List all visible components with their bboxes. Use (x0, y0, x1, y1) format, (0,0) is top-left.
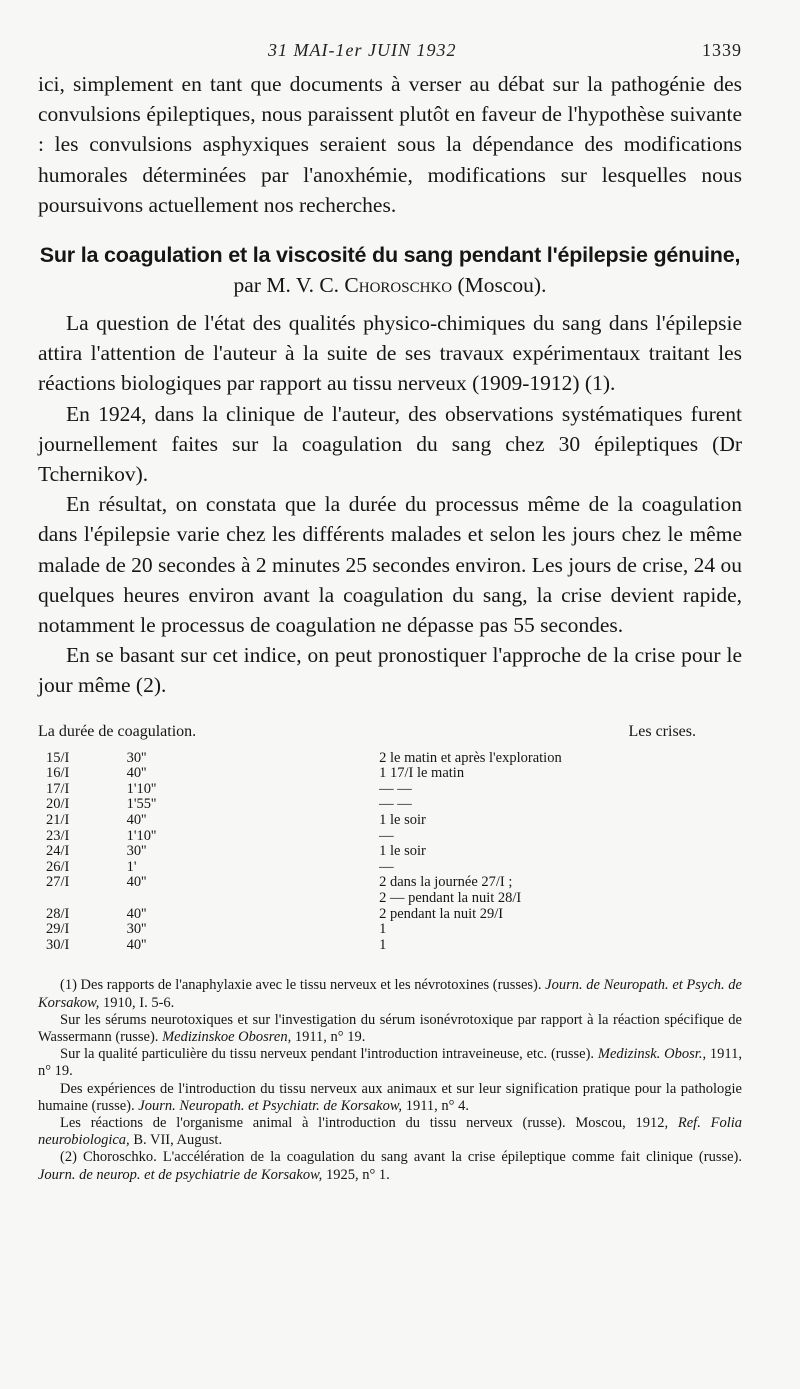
footnote-text: 1911, n° 4. (405, 1097, 469, 1114)
footnote-text: (2) Choroschko. L'accélération de la coagulation du sang avant la crise épileptique comme fait clinique (russe). (60, 1149, 742, 1166)
row-time: 40'' (126, 812, 147, 829)
row-time: 1' (126, 858, 137, 875)
row-crise: 1 17/I le matin (379, 765, 465, 782)
row-crise: 1 (379, 936, 387, 953)
row-date: 28/I (46, 905, 70, 922)
row-time: 40'' (126, 874, 147, 891)
table-row (38, 891, 742, 907)
footnote-1 (38, 977, 742, 1011)
row-time: 40'' (126, 905, 147, 922)
footnote-text: Des expériences de l'introduction du tissu nerveux aux animaux et sur leur signification pratique pour la pathologie humaine (russe). (38, 1080, 742, 1114)
row-time: 30'' (126, 921, 147, 938)
row-crise: 2 dans la journée 27/I ; (379, 874, 513, 891)
body-paragraph: En se basant sur cet indice, on peut pronostiquer l'approche de la crise pour le jour même (2). (38, 643, 742, 698)
footnote-text: 1911, n° 19. (38, 1046, 743, 1080)
table-header-left: La durée de coagulation. (38, 722, 197, 740)
row-time: 1'10'' (126, 780, 157, 797)
row-date (38, 891, 127, 907)
footnote-1-cont (38, 1081, 742, 1115)
row-crise: 1 (379, 921, 387, 938)
row-crise: — (379, 858, 394, 875)
footnote-1-cont (38, 1012, 742, 1046)
table-row (38, 875, 742, 891)
footnote-text: Les réactions de l'organisme animal à l'introduction du tissu nerveux (russe). Moscou, 1912, (60, 1115, 669, 1131)
body-paragraph: La question de l'état des qualités physico-chimiques du sang dans l'épilepsie attira l'attention de l'auteur à la suite de ses travaux expérimentaux traitant les réactions biologiques par rapport au tissu nerveux (1909-1912) (1). (38, 311, 742, 396)
page-number: 1339 (702, 40, 742, 60)
footnote-text: B. VII, August. (133, 1132, 223, 1149)
footnote-text: 1910, I. 5-6. (103, 994, 175, 1011)
row-time: 40'' (126, 765, 147, 782)
row-time: 1'55'' (126, 796, 157, 813)
table-header-right: Les crises. (628, 722, 696, 740)
table-row (38, 797, 742, 813)
article-title-par: par M. V. C. (233, 273, 340, 298)
footnote-text: Sur la qualité particulière du tissu nerveux pendant l'introduction intraveineuse, etc. (russe). (60, 1046, 595, 1063)
article-title-bold: Sur la coagulation et la viscosité du sang pendant l'épilepsie génuine, (39, 243, 741, 268)
header-date: 31 MAI-1er JUIN 1932 (268, 40, 457, 60)
row-date: 29/I (46, 921, 70, 938)
row-date: 17/I (46, 780, 70, 797)
footnote-journal: Journ. Neuropath. et Psychiatr. de Korsakow, (138, 1097, 403, 1114)
table-row (38, 844, 742, 860)
row-time (127, 891, 380, 907)
table-row (38, 813, 742, 829)
table-row (38, 860, 742, 876)
running-header (268, 40, 742, 61)
footnote-journal: Journ. de Neuropath. et Psych. de Korsakow, (38, 977, 742, 1011)
table-row (38, 907, 742, 923)
footnotes (38, 977, 742, 1183)
table-row (38, 922, 742, 938)
row-crise: 2 pendant la nuit 29/I (379, 905, 504, 922)
row-crise: 2 le matin et après l'exploration (379, 749, 562, 766)
article-author: Choroschko (344, 273, 453, 298)
row-date: 24/I (46, 843, 70, 860)
row-date: 16/I (46, 765, 70, 782)
row-date: 27/I (46, 874, 70, 891)
row-date: 30/I (46, 936, 70, 953)
body-paragraph: En 1924, dans la clinique de l'auteur, des observations systématiques furent journellement faites sur la coagulation du sang chez 30 épileptiques (Dr Tchernikov). (38, 401, 742, 487)
row-date: 23/I (46, 827, 70, 844)
table-row (38, 751, 742, 767)
body-paragraph: En résultat, on constata que la durée du processus même de la coagulation dans l'épilepsie varie chez les différents malades et selon les jours chez le même malade de 20 secondes à 2 minutes 25 secondes environ. Les jours de crise, 24 ou quelques heures environ avant la coagulation du sang, la crise devient rapide, notamment le processus de coagulation ne dépasse pas 55 secondes. (38, 492, 742, 638)
table-row (38, 938, 742, 954)
row-crise: 1 le soir (379, 843, 426, 860)
footnote-text: 1925, n° 1. (325, 1166, 390, 1183)
row-time: 30'' (126, 749, 147, 766)
footnote-text: 1911, n° 19. (294, 1028, 366, 1045)
row-time: 1'10'' (126, 827, 157, 844)
footnote-1-cont (38, 1115, 742, 1149)
coagulation-table (38, 751, 742, 954)
row-crise: — — (379, 796, 412, 813)
article-location: (Moscou). (457, 273, 547, 298)
row-date: 20/I (46, 796, 70, 813)
article-title (38, 240, 742, 300)
row-crise: — — (379, 780, 412, 797)
footnote-journal: Journ. de neurop. et de psychiatrie de Korsakow, (38, 1166, 323, 1183)
footnote-text: (1) Des rapports de l'anaphylaxie avec le tissu nerveux et les névrotoxines (russes). (60, 977, 542, 994)
row-date: 21/I (46, 812, 70, 829)
table-header (38, 723, 742, 741)
footnote-journal: Ref. Folia neurobiologica, (38, 1115, 742, 1149)
intro-paragraph: ici, simplement en tant que documents à verser au débat sur la pathogénie des convulsions épileptiques, nous paraissent plutôt en faveur de l'hypothèse suivante : les convulsions asphyxiques seraient sous la dépendance des modifications humorales déterminées par l'anoxhémie, modifications sur lesquelles nous poursuivons actuellement nos recherches. (38, 72, 742, 217)
row-crise: — (379, 827, 394, 844)
row-date: 26/I (46, 858, 70, 875)
footnote-text: Sur les sérums neurotoxiques et sur l'investigation du sérum isonévrotoxique par rapport à la réaction spécifique de Wassermann (russe). (38, 1011, 742, 1045)
row-crise: 2 — pendant la nuit 28/I (379, 890, 522, 906)
footnote-journal: Medizinskoe Obosren, (162, 1028, 292, 1045)
row-crise: 1 le soir (379, 812, 426, 829)
table-row (38, 829, 742, 845)
row-time: 30'' (126, 843, 147, 860)
footnote-1-cont (38, 1046, 742, 1080)
table-row (38, 782, 742, 798)
row-time: 40'' (126, 936, 147, 953)
table-row (38, 766, 742, 782)
footnote-2 (38, 1149, 742, 1183)
footnote-journal: Medizinsk. Obosr., (597, 1046, 707, 1063)
row-date: 15/I (46, 749, 70, 766)
